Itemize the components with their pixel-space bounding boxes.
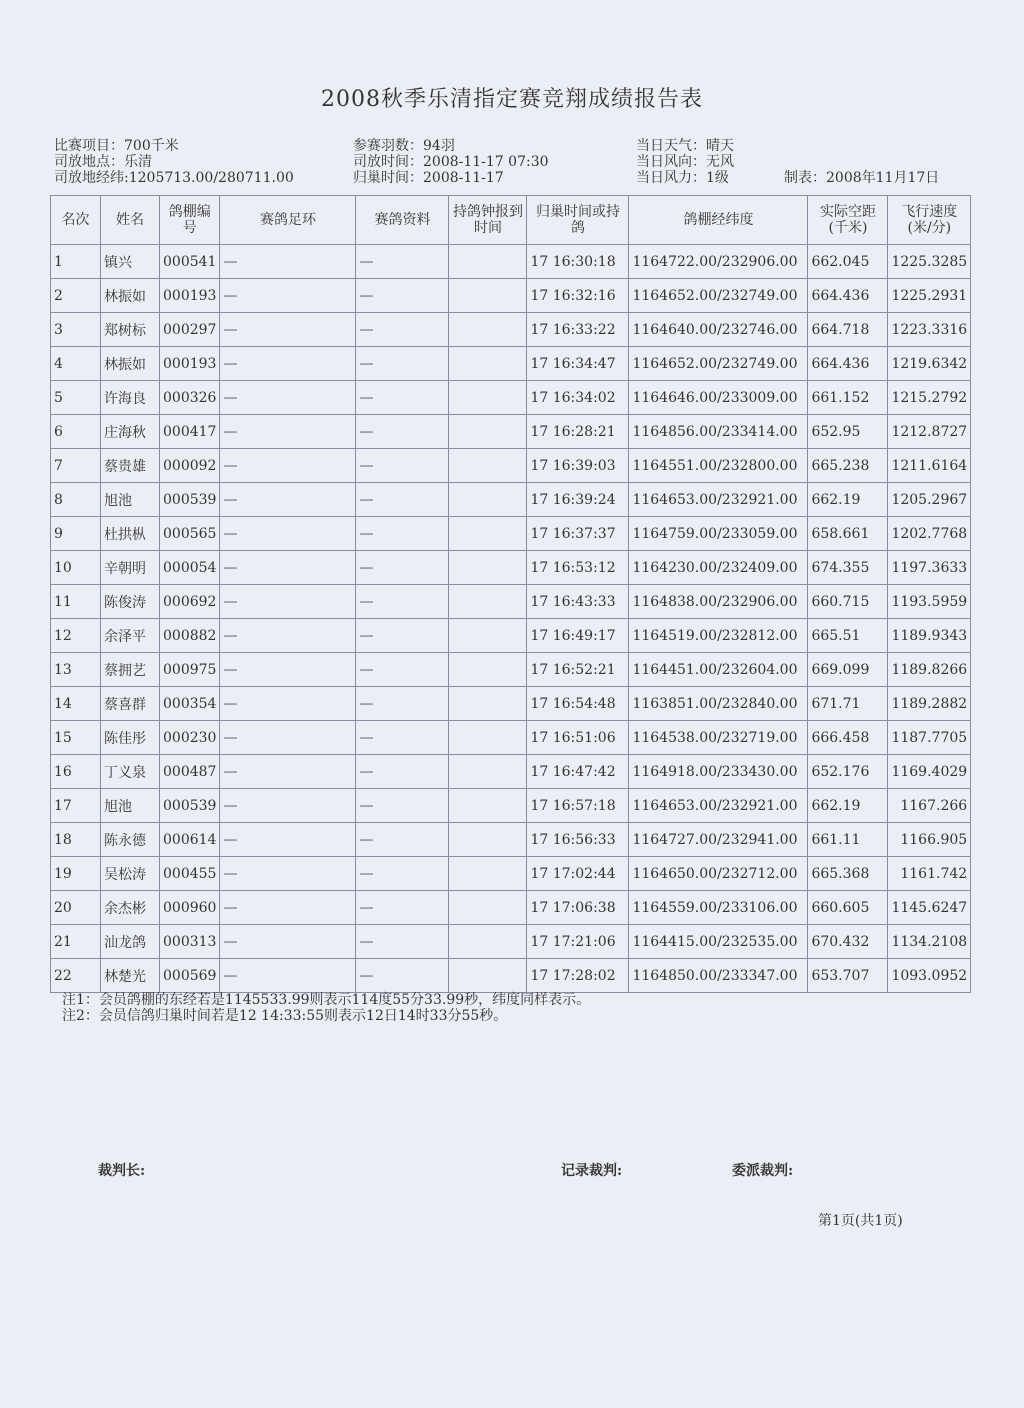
cell-clock-time xyxy=(449,653,527,687)
cell-coordinates: 1164727.00/232941.00 xyxy=(629,823,808,857)
cell-arrival-time: 17 16:32:16 xyxy=(527,279,629,313)
cell-name: 陈佳彤 xyxy=(101,721,160,755)
cell-ring: — xyxy=(220,789,356,823)
cell-rank: 18 xyxy=(51,823,101,857)
cell-name: 镇兴 xyxy=(101,245,160,279)
cell-coordinates: 1164230.00/232409.00 xyxy=(629,551,808,585)
cell-speed: 1093.0952 xyxy=(888,959,971,993)
cell-distance: 665.368 xyxy=(808,857,888,891)
cell-name: 余杰彬 xyxy=(101,891,160,925)
cell-distance: 661.152 xyxy=(808,381,888,415)
cell-coordinates: 1164646.00/233009.00 xyxy=(629,381,808,415)
recording-referee-label: 记录裁判: xyxy=(561,1163,623,1179)
cell-coordinates: 1164918.00/233430.00 xyxy=(629,755,808,789)
cell-name: 旭池 xyxy=(101,789,160,823)
cell-clock-time xyxy=(449,517,527,551)
cell-info: — xyxy=(356,483,449,517)
table-row xyxy=(51,789,971,823)
weather: 当日天气：晴天 xyxy=(636,138,734,154)
cell-rank: 2 xyxy=(51,279,101,313)
cell-clock-time xyxy=(449,789,527,823)
table-row xyxy=(51,517,971,551)
cell-name: 陈永德 xyxy=(101,823,160,857)
cell-clock-time xyxy=(449,313,527,347)
cell-loft-no: 000565 xyxy=(160,517,220,551)
cell-coordinates: 1164652.00/232749.00 xyxy=(629,347,808,381)
cell-clock-time xyxy=(449,381,527,415)
table-row xyxy=(51,721,971,755)
cell-ring: — xyxy=(220,823,356,857)
note-2: 注2：会员信鸽归巢时间若是12 14:33:55则表示12日14时33分55秒。 xyxy=(62,1008,508,1024)
cell-loft-no: 000975 xyxy=(160,653,220,687)
cell-speed: 1205.2967 xyxy=(888,483,971,517)
cell-info: — xyxy=(356,619,449,653)
cell-arrival-time: 17 16:34:47 xyxy=(527,347,629,381)
cell-clock-time xyxy=(449,245,527,279)
cell-clock-time xyxy=(449,551,527,585)
cell-loft-no: 000326 xyxy=(160,381,220,415)
entry-count: 参赛羽数：94羽 xyxy=(353,138,455,154)
cell-ring: — xyxy=(220,279,356,313)
cell-ring: — xyxy=(220,653,356,687)
cell-speed: 1225.2931 xyxy=(888,279,971,313)
cell-info: — xyxy=(356,925,449,959)
cell-info: — xyxy=(356,279,449,313)
cell-ring: — xyxy=(220,517,356,551)
cell-speed: 1193.5959 xyxy=(888,585,971,619)
cell-name: 林楚光 xyxy=(101,959,160,993)
cell-arrival-time: 17 17:02:44 xyxy=(527,857,629,891)
cell-name: 林振如 xyxy=(101,347,160,381)
cell-ring: — xyxy=(220,483,356,517)
cell-info: — xyxy=(356,551,449,585)
cell-ring: — xyxy=(220,687,356,721)
cell-name: 余泽平 xyxy=(101,619,160,653)
cell-info: — xyxy=(356,415,449,449)
cell-rank: 4 xyxy=(51,347,101,381)
table-row xyxy=(51,381,971,415)
cell-info: — xyxy=(356,245,449,279)
table-row xyxy=(51,857,971,891)
table-row xyxy=(51,585,971,619)
cell-ring: — xyxy=(220,245,356,279)
cell-ring: — xyxy=(220,891,356,925)
cell-loft-no: 000313 xyxy=(160,925,220,959)
cell-distance: 662.19 xyxy=(808,483,888,517)
cell-coordinates: 1164653.00/232921.00 xyxy=(629,483,808,517)
cell-name: 陈俊涛 xyxy=(101,585,160,619)
cell-info: — xyxy=(356,721,449,755)
cell-ring: — xyxy=(220,449,356,483)
cell-coordinates: 1164640.00/232746.00 xyxy=(629,313,808,347)
table-row xyxy=(51,245,971,279)
cell-arrival-time: 17 16:28:21 xyxy=(527,415,629,449)
return-date: 归巢时间：2008-11-17 xyxy=(353,170,504,186)
cell-arrival-time: 17 16:52:21 xyxy=(527,653,629,687)
cell-speed: 1189.9343 xyxy=(888,619,971,653)
cell-distance: 665.238 xyxy=(808,449,888,483)
cell-info: — xyxy=(356,517,449,551)
table-row xyxy=(51,959,971,993)
cell-arrival-time: 17 16:33:22 xyxy=(527,313,629,347)
cell-speed: 1187.7705 xyxy=(888,721,971,755)
release-location: 司放地点：乐清 xyxy=(54,154,152,170)
cell-clock-time xyxy=(449,959,527,993)
cell-clock-time xyxy=(449,891,527,925)
cell-ring: — xyxy=(220,857,356,891)
cell-arrival-time: 17 16:37:37 xyxy=(527,517,629,551)
cell-rank: 13 xyxy=(51,653,101,687)
cell-info: — xyxy=(356,755,449,789)
cell-coordinates: 1164856.00/233414.00 xyxy=(629,415,808,449)
cell-ring: — xyxy=(220,347,356,381)
table-row xyxy=(51,279,971,313)
header-distance: 实际空距(千米) xyxy=(808,196,888,245)
cell-distance: 665.51 xyxy=(808,619,888,653)
table-row xyxy=(51,755,971,789)
cell-loft-no: 000230 xyxy=(160,721,220,755)
cell-coordinates: 1164519.00/232812.00 xyxy=(629,619,808,653)
header-arrival-time: 归巢时间或持鸽 xyxy=(527,196,629,245)
cell-coordinates: 1164650.00/232712.00 xyxy=(629,857,808,891)
cell-arrival-time: 17 16:56:33 xyxy=(527,823,629,857)
cell-loft-no: 000487 xyxy=(160,755,220,789)
cell-info: — xyxy=(356,313,449,347)
cell-distance: 653.707 xyxy=(808,959,888,993)
cell-loft-no: 000417 xyxy=(160,415,220,449)
cell-distance: 670.432 xyxy=(808,925,888,959)
cell-name: 汕龙鸽 xyxy=(101,925,160,959)
cell-coordinates: 1164759.00/233059.00 xyxy=(629,517,808,551)
cell-speed: 1197.3633 xyxy=(888,551,971,585)
cell-loft-no: 000354 xyxy=(160,687,220,721)
cell-name: 蔡喜群 xyxy=(101,687,160,721)
note-1: 注1：会员鸽棚的东经若是1145533.99则表示114度55分33.99秒，纬度同样表示。 xyxy=(62,992,591,1008)
cell-speed: 1223.3316 xyxy=(888,313,971,347)
cell-speed: 1202.7768 xyxy=(888,517,971,551)
cell-speed: 1215.2792 xyxy=(888,381,971,415)
cell-speed: 1166.905 xyxy=(888,823,971,857)
cell-distance: 652.95 xyxy=(808,415,888,449)
cell-loft-no: 000539 xyxy=(160,789,220,823)
cell-ring: — xyxy=(220,313,356,347)
cell-coordinates: 1164559.00/233106.00 xyxy=(629,891,808,925)
table-row xyxy=(51,925,971,959)
cell-arrival-time: 17 17:06:38 xyxy=(527,891,629,925)
cell-ring: — xyxy=(220,721,356,755)
delegated-referee-label: 委派裁判: xyxy=(732,1163,794,1179)
table-row xyxy=(51,653,971,687)
info-column-1 xyxy=(54,138,294,186)
cell-arrival-time: 17 16:30:18 xyxy=(527,245,629,279)
cell-distance: 664.436 xyxy=(808,279,888,313)
cell-loft-no: 000960 xyxy=(160,891,220,925)
cell-rank: 14 xyxy=(51,687,101,721)
table-row xyxy=(51,823,971,857)
table-row xyxy=(51,619,971,653)
cell-coordinates: 1163851.00/232840.00 xyxy=(629,687,808,721)
wind-direction: 当日风向：无风 xyxy=(636,154,734,170)
cell-clock-time xyxy=(449,755,527,789)
cell-loft-no: 000455 xyxy=(160,857,220,891)
cell-arrival-time: 17 16:43:33 xyxy=(527,585,629,619)
cell-ring: — xyxy=(220,755,356,789)
cell-name: 蔡拥艺 xyxy=(101,653,160,687)
table-row xyxy=(51,415,971,449)
release-coordinates: 司放地经纬:1205713.00/280711.00 xyxy=(54,170,294,186)
cell-speed: 1212.8727 xyxy=(888,415,971,449)
cell-distance: 662.19 xyxy=(808,789,888,823)
header-coordinates: 鸽棚经纬度 xyxy=(629,196,808,245)
header-rank: 名次 xyxy=(51,196,101,245)
cell-arrival-time: 17 16:49:17 xyxy=(527,619,629,653)
cell-loft-no: 000692 xyxy=(160,585,220,619)
table-row xyxy=(51,551,971,585)
cell-info: — xyxy=(356,381,449,415)
cell-loft-no: 000539 xyxy=(160,483,220,517)
cell-loft-no: 000297 xyxy=(160,313,220,347)
cell-clock-time xyxy=(449,585,527,619)
cell-rank: 6 xyxy=(51,415,101,449)
cell-loft-no: 000569 xyxy=(160,959,220,993)
page-number: 第1页(共1页) xyxy=(818,1213,903,1229)
cell-arrival-time: 17 17:21:06 xyxy=(527,925,629,959)
cell-coordinates: 1164850.00/233347.00 xyxy=(629,959,808,993)
cell-arrival-time: 17 16:53:12 xyxy=(527,551,629,585)
chief-referee-label: 裁判长: xyxy=(98,1163,146,1179)
cell-coordinates: 1164722.00/232906.00 xyxy=(629,245,808,279)
cell-distance: 661.11 xyxy=(808,823,888,857)
cell-name: 许海良 xyxy=(101,381,160,415)
cell-coordinates: 1164415.00/232535.00 xyxy=(629,925,808,959)
cell-coordinates: 1164451.00/232604.00 xyxy=(629,653,808,687)
cell-arrival-time: 17 16:57:18 xyxy=(527,789,629,823)
cell-info: — xyxy=(356,653,449,687)
notes xyxy=(62,992,590,1024)
cell-distance: 660.715 xyxy=(808,585,888,619)
cell-distance: 664.436 xyxy=(808,347,888,381)
cell-loft-no: 000054 xyxy=(160,551,220,585)
cell-loft-no: 000193 xyxy=(160,347,220,381)
cell-ring: — xyxy=(220,381,356,415)
cell-info: — xyxy=(356,347,449,381)
cell-name: 辛朝明 xyxy=(101,551,160,585)
cell-rank: 10 xyxy=(51,551,101,585)
cell-arrival-time: 17 16:54:48 xyxy=(527,687,629,721)
cell-clock-time xyxy=(449,483,527,517)
cell-ring: — xyxy=(220,619,356,653)
cell-clock-time xyxy=(449,721,527,755)
cell-speed: 1161.742 xyxy=(888,857,971,891)
cell-arrival-time: 17 16:39:03 xyxy=(527,449,629,483)
cell-ring: — xyxy=(220,585,356,619)
cell-ring: — xyxy=(220,925,356,959)
cell-speed: 1211.6164 xyxy=(888,449,971,483)
cell-loft-no: 000541 xyxy=(160,245,220,279)
cell-rank: 12 xyxy=(51,619,101,653)
cell-rank: 21 xyxy=(51,925,101,959)
cell-speed: 1145.6247 xyxy=(888,891,971,925)
cell-info: — xyxy=(356,857,449,891)
cell-speed: 1219.6342 xyxy=(888,347,971,381)
header-clock-time: 持鸽钟报到时间 xyxy=(449,196,527,245)
cell-rank: 9 xyxy=(51,517,101,551)
header-speed: 飞行速度(米/分) xyxy=(888,196,971,245)
cell-distance: 671.71 xyxy=(808,687,888,721)
cell-loft-no: 000614 xyxy=(160,823,220,857)
report-title: 2008秋季乐清指定赛竞翔成绩报告表 xyxy=(321,87,703,112)
cell-clock-time xyxy=(449,279,527,313)
cell-info: — xyxy=(356,585,449,619)
cell-rank: 19 xyxy=(51,857,101,891)
made-date: 制表：2008年11月17日 xyxy=(784,170,940,186)
cell-distance: 662.045 xyxy=(808,245,888,279)
table-row xyxy=(51,347,971,381)
cell-ring: — xyxy=(220,415,356,449)
header-name: 姓名 xyxy=(101,196,160,245)
cell-distance: 660.605 xyxy=(808,891,888,925)
cell-coordinates: 1164838.00/232906.00 xyxy=(629,585,808,619)
wind-force: 当日风力：1级 xyxy=(636,170,729,186)
cell-rank: 22 xyxy=(51,959,101,993)
cell-clock-time xyxy=(449,823,527,857)
cell-rank: 20 xyxy=(51,891,101,925)
cell-info: — xyxy=(356,959,449,993)
cell-clock-time xyxy=(449,449,527,483)
cell-name: 杜拱枞 xyxy=(101,517,160,551)
cell-coordinates: 1164551.00/232800.00 xyxy=(629,449,808,483)
table-row xyxy=(51,687,971,721)
cell-distance: 658.661 xyxy=(808,517,888,551)
cell-distance: 652.176 xyxy=(808,755,888,789)
cell-speed: 1189.2882 xyxy=(888,687,971,721)
cell-rank: 5 xyxy=(51,381,101,415)
cell-speed: 1167.266 xyxy=(888,789,971,823)
cell-speed: 1189.8266 xyxy=(888,653,971,687)
cell-distance: 669.099 xyxy=(808,653,888,687)
table-row xyxy=(51,313,971,347)
cell-info: — xyxy=(356,789,449,823)
cell-rank: 8 xyxy=(51,483,101,517)
cell-loft-no: 000882 xyxy=(160,619,220,653)
cell-arrival-time: 17 16:47:42 xyxy=(527,755,629,789)
table-row xyxy=(51,449,971,483)
cell-name: 郑树标 xyxy=(101,313,160,347)
cell-rank: 16 xyxy=(51,755,101,789)
cell-clock-time xyxy=(449,857,527,891)
cell-coordinates: 1164653.00/232921.00 xyxy=(629,789,808,823)
cell-info: — xyxy=(356,891,449,925)
results-table xyxy=(50,195,971,993)
cell-clock-time xyxy=(449,619,527,653)
race-item: 比赛项目：700千米 xyxy=(54,138,179,154)
header-info: 赛鸽资料 xyxy=(356,196,449,245)
cell-ring: — xyxy=(220,959,356,993)
cell-loft-no: 000092 xyxy=(160,449,220,483)
cell-clock-time xyxy=(449,687,527,721)
cell-clock-time xyxy=(449,925,527,959)
cell-ring: — xyxy=(220,551,356,585)
cell-rank: 1 xyxy=(51,245,101,279)
cell-arrival-time: 17 16:39:24 xyxy=(527,483,629,517)
cell-name: 庄海秋 xyxy=(101,415,160,449)
cell-rank: 15 xyxy=(51,721,101,755)
cell-name: 吴松涛 xyxy=(101,857,160,891)
cell-clock-time xyxy=(449,415,527,449)
cell-speed: 1169.4029 xyxy=(888,755,971,789)
table-header-row xyxy=(51,196,971,245)
cell-info: — xyxy=(356,823,449,857)
info-column-2 xyxy=(353,138,549,186)
table-row xyxy=(51,891,971,925)
cell-name: 旭池 xyxy=(101,483,160,517)
cell-loft-no: 000193 xyxy=(160,279,220,313)
cell-coordinates: 1164538.00/232719.00 xyxy=(629,721,808,755)
cell-name: 蔡贵雄 xyxy=(101,449,160,483)
cell-clock-time xyxy=(449,347,527,381)
cell-arrival-time: 17 16:51:06 xyxy=(527,721,629,755)
cell-info: — xyxy=(356,449,449,483)
cell-distance: 674.355 xyxy=(808,551,888,585)
cell-name: 丁义泉 xyxy=(101,755,160,789)
cell-arrival-time: 17 16:34:02 xyxy=(527,381,629,415)
cell-speed: 1134.2108 xyxy=(888,925,971,959)
release-time: 司放时间：2008-11-17 07:30 xyxy=(353,154,549,170)
cell-rank: 17 xyxy=(51,789,101,823)
cell-rank: 11 xyxy=(51,585,101,619)
header-ring: 赛鸽足环 xyxy=(220,196,356,245)
table-row xyxy=(51,483,971,517)
cell-name: 林振如 xyxy=(101,279,160,313)
info-column-3 xyxy=(636,138,734,186)
cell-distance: 666.458 xyxy=(808,721,888,755)
cell-rank: 7 xyxy=(51,449,101,483)
cell-rank: 3 xyxy=(51,313,101,347)
cell-distance: 664.718 xyxy=(808,313,888,347)
cell-speed: 1225.3285 xyxy=(888,245,971,279)
header-loft-no: 鸽棚编号 xyxy=(160,196,220,245)
cell-arrival-time: 17 17:28:02 xyxy=(527,959,629,993)
cell-info: — xyxy=(356,687,449,721)
cell-coordinates: 1164652.00/232749.00 xyxy=(629,279,808,313)
